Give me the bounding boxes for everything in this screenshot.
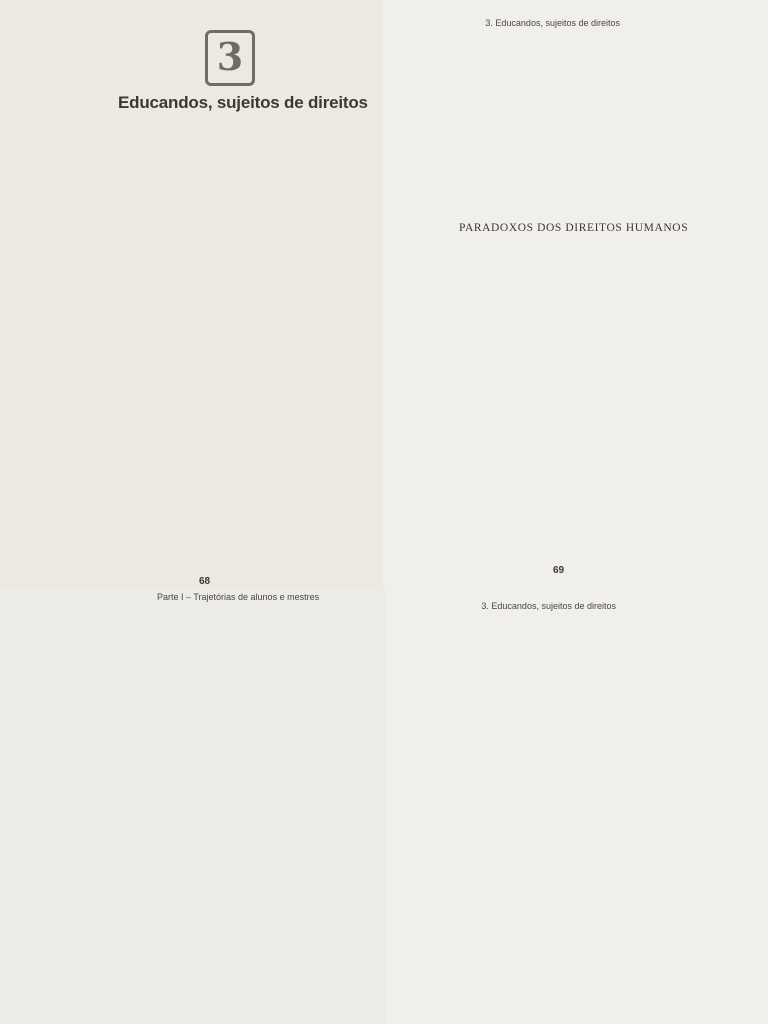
running-head: Parte I – Trajetórias de alunos e mestres — [157, 592, 320, 602]
page-68 — [0, 0, 388, 593]
running-head: 3. Educandos, sujeitos de direitos — [481, 601, 616, 611]
page-69 — [383, 0, 768, 588]
adjacent-page-margin-text — [4, 64, 32, 544]
chapter-title: Educandos, sujeitos de direitos — [118, 93, 368, 112]
chapter-number-ornament: 3 — [205, 30, 255, 86]
body-text — [403, 42, 751, 208]
page-number: 69 — [553, 565, 565, 576]
epigraph — [205, 128, 375, 190]
section-heading: PARADOXOS DOS DIREITOS HUMANOS — [459, 222, 689, 234]
body-text — [34, 624, 366, 1024]
body-text — [406, 628, 750, 1024]
page-71 — [386, 588, 768, 1024]
body-text — [403, 246, 751, 553]
page-70 — [0, 588, 390, 1024]
body-text — [76, 246, 374, 576]
running-head: 3. Educandos, sujeitos de direitos — [485, 18, 620, 28]
page-number: 68 — [199, 576, 211, 587]
